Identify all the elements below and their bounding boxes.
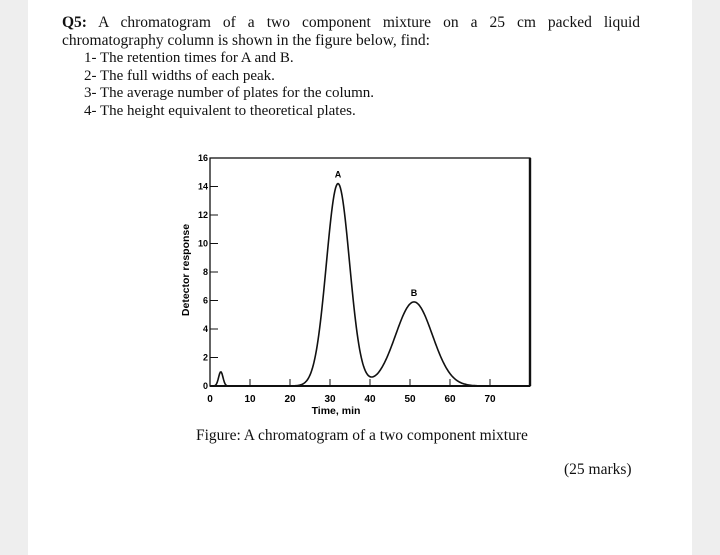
y-tick-label: 6 [202,295,208,306]
y-tick-label: 14 [197,181,208,192]
y-tick-label: 12 [197,210,208,220]
y-axis-label-group [180,224,192,316]
chromatogram-chart [170,150,540,425]
y-tick-label: 8 [202,267,208,277]
x-axis-label: Time, min [311,405,361,417]
x-tick-label: 60 [444,394,456,405]
y-tick-label: 16 [197,153,208,163]
question-label: Q5: [62,14,87,31]
plot-area [198,153,530,405]
peak-label: A [334,169,342,180]
y-tick-label: 10 [197,238,208,249]
peak-label: B [410,287,418,298]
plot-frame [210,158,530,386]
chromatogram-line [212,184,517,386]
y-tick-label: 4 [202,324,208,334]
question-line-2: chromatography column is shown in the figure below, find: [62,32,430,49]
question-item: 3- The average number of plates for the column. [84,85,375,101]
question-item: 4- The height equivalent to theoretical plates. [84,102,356,119]
y-tick-label: 0 [202,381,208,391]
question-text-1: A chromatogram of a two component mixture on a 25 cm packed liquid [98,14,641,31]
question-items [62,50,640,120]
question-item: 1- The retention times for A and B. [84,50,294,66]
x-tick-label: 20 [284,394,296,405]
y-axis-label: Detector response [180,223,192,317]
figure-caption: Figure: A chromatogram of a two component mixture [196,427,528,444]
question-line-1 [62,14,640,32]
marks-label: (25 marks) [564,461,632,478]
x-tick-label: 70 [484,394,496,405]
x-tick-label: 40 [364,394,376,405]
x-tick-label: 0 [207,394,213,405]
x-tick-label: 10 [244,394,256,405]
x-tick-label: 30 [324,394,336,405]
y-tick-label: 2 [202,352,208,363]
x-tick-label: 50 [404,394,416,405]
question-block [62,14,640,120]
question-item: 2- The full widths of each peak. [84,67,275,84]
